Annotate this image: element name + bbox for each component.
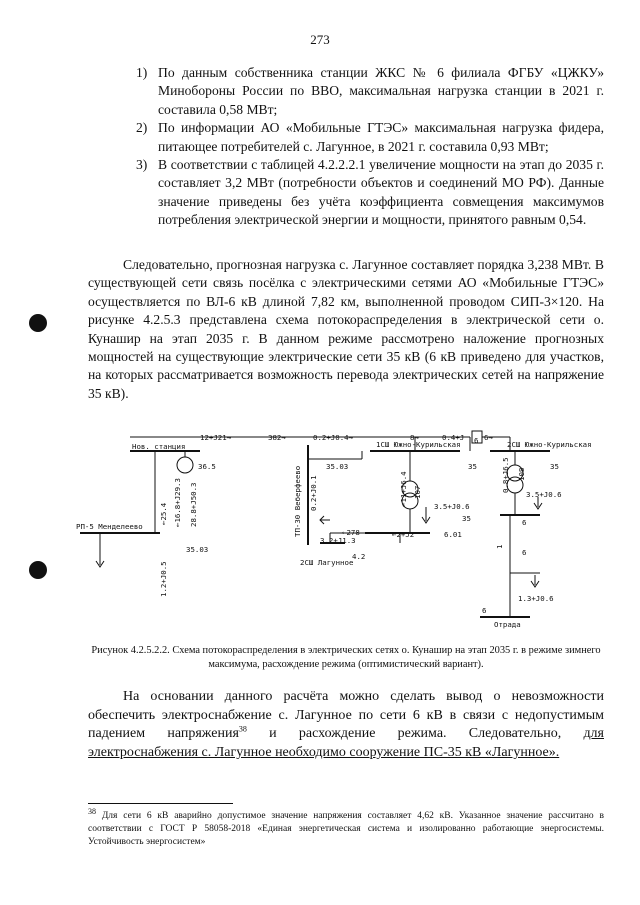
list-item (120, 156, 604, 230)
footnote-text: Для сети 6 кВ аварийно допустимое значение напряжения составляет 4,62 кВ. Указанное значение рассчитано в соответствии с ГОСТ Р 58058-2018 «Единая энергетическая система и изолированно работающие энергосистемы. Устойчивость энергосистем» (88, 811, 604, 847)
flow-label-tr1b: 107 (413, 485, 422, 499)
list-item-text: По информации АО «Мобильные ГТЭС» максимальная нагрузка фидера, питающее потребителей с. Лагунное, в 2021 г. составила 0,93 МВт; (158, 120, 604, 154)
punch-hole-bottom (29, 561, 47, 579)
label-2ssh: 2СШ Южно-Курильская (507, 440, 592, 449)
flow-label-f4: 8→ (410, 433, 419, 442)
flow-label-f6: 6→ (484, 433, 493, 442)
flow-label-tr1: ←11+J6.4 (399, 471, 408, 507)
list-item-number: 1) (136, 65, 148, 80)
list-item-number: 2) (136, 120, 148, 136)
voltage-v7: 6.01 (444, 530, 462, 539)
power-flow-diagram (70, 425, 610, 637)
voltage-v1: 36.5 (198, 462, 216, 471)
generator-symbol (177, 457, 193, 473)
page-number: 273 (310, 32, 330, 47)
flow-label-down1: ←16.8+J29.3 (173, 478, 182, 527)
label-nov-stantsiya: Нов. станция (132, 442, 186, 451)
flow-label-gen: 28.8+J50.3 (189, 482, 198, 527)
label-tp30: ТП-30 Веберфеево (293, 465, 302, 537)
label-1ssh: 1СШ Южно-Курильская (376, 440, 461, 449)
voltage-v2: 35.03 (326, 462, 349, 471)
load-arrow-otrada (531, 575, 539, 587)
label-otrada: Отрада (494, 620, 521, 629)
conclusion-text-2: и расхождение режима. Следовательно, (246, 726, 584, 742)
numbered-list (120, 64, 604, 230)
flow-label-load2: 3.5+J0.6 (526, 490, 562, 499)
footnote-separator (88, 803, 233, 804)
conclusion-paragraph (88, 688, 604, 762)
voltage-v6: 35 (462, 514, 471, 523)
flow-label-rp: ←25.4 (159, 502, 168, 525)
label-rp5: РП-5 Менделеево (76, 522, 143, 531)
flow-arrow-left (320, 516, 330, 524)
footnote (88, 806, 604, 849)
voltage-v10: 6 (482, 606, 487, 615)
flow-label-f1: 12+J21→ (200, 433, 232, 442)
flow-label-small: 1 (495, 544, 504, 549)
flow-label-tp: 0.2+J0.1 (309, 475, 318, 511)
footnote-number: 38 (88, 806, 96, 816)
flow-label-tr2b: 108 (517, 467, 526, 481)
list-item (120, 119, 604, 156)
flow-label-f3: 0.2+J0.4→ (313, 433, 354, 442)
flow-label-otr: 1.3+J0.6 (518, 594, 554, 603)
flow-label-2j2: ←2+J2 (392, 530, 415, 539)
conclusion-underlined: для электроснабжения с. Лагунное необходимо сооружение ПС-35 кВ «Лагунное». (88, 726, 604, 760)
list-item-text: В соответствии с таблицей 4.2.2.2.1 увеличение мощности на этап до 2035 г. составляет 3,2 МВт (потребности объектов и соединений МО РФ). Данные значение приведены без учёта коэффициента совмещения максимумов потребления электрической энергии и мощности, принятого равным 0,54. (158, 157, 604, 228)
flow-label-f2: 382→ (268, 433, 286, 442)
body-paragraph: Следовательно, прогнозная нагрузка с. Лагунное составляет порядка 3,238 МВт. В существующей сети связь посёлка с электрическими сетями АО «Мобильные ГТЭС» осуществляется по ВЛ-6 кВ длиной 7,82 км, выполненной проводом СИП-3×120. На рисунке 4.2.5.3 представлена схема потокораспределения в электрической сети о. Кунашир на этап 2035 г. В данном режиме рассмотрено наложение прогнозных мощностей на существующие электрические сети 35 кВ (6 кВ приведено для участков, на которых рассматривается возможность перевода электрических сетей на напряжение 35 кВ). (88, 257, 604, 401)
list-item-number: 3) (136, 157, 148, 173)
list-item (120, 64, 604, 119)
label-lagunnoe: 2СШ Лагунное (300, 558, 354, 567)
flow-label-lag: 3.2+J1.3 (320, 536, 356, 545)
voltage-v5: 35 (550, 462, 559, 471)
conclusion-text-1: На основании данного расчёта можно сделать вывод о невозможности обеспечить электроснабжение с. Лагунное по сети 6 кВ в связи с недопустимым падением напряжения (88, 689, 604, 742)
flow-label-f5: 0.4+J (442, 433, 465, 442)
voltage-box: 6 (474, 436, 479, 445)
list-item-text: По данным собственника станции ЖКС № 6 филиала ФГБУ «ЦЖКУ» Минобороны России по ВВО, максимальная нагрузка станции в 2021 г. составила 0,58 МВт; (158, 65, 604, 117)
voltage-v8: 6 (522, 518, 527, 527)
punch-hole-top (29, 314, 47, 332)
voltage-v9: 4.2 (352, 552, 366, 561)
flow-label-tr2: 0.8+J6.5 (501, 457, 510, 493)
voltage-v11: 6 (522, 548, 527, 557)
voltage-v3: 35.03 (186, 545, 209, 554)
load-arrow-1 (422, 507, 430, 523)
flow-label-load1: 3.5+J0.6 (434, 502, 470, 511)
flow-label-278: ←278 (342, 528, 360, 537)
load-arrow-rp5 (96, 555, 104, 567)
flow-label-left: 1.2+J0.5 (159, 561, 168, 597)
footnote-reference: 38 (238, 724, 247, 734)
voltage-v4: 35 (468, 462, 477, 471)
figure-caption: Рисунок 4.2.5.2.2. Схема потокораспределения в электрических сетях о. Кунашир на этап 2035 г. в режиме зимнего максимума, расхождение режима (оптимистический вариант). (91, 645, 601, 670)
